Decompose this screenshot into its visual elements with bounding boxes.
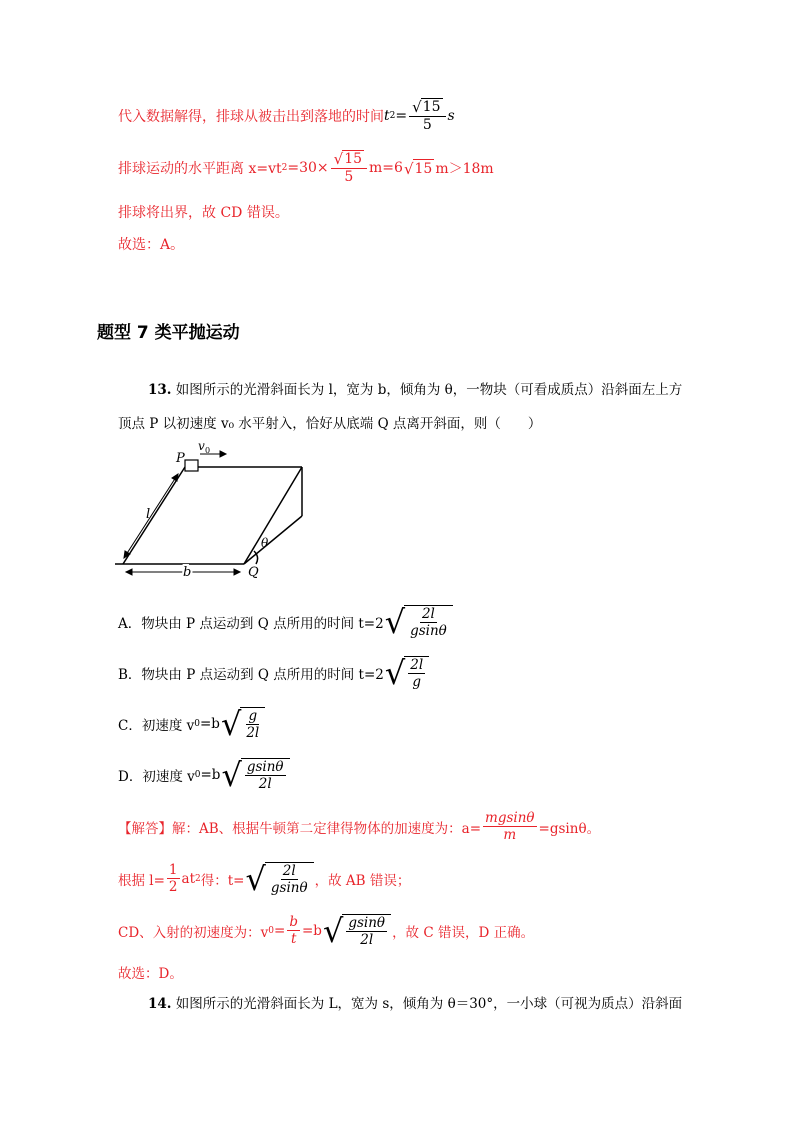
question-13-line-2: 顶点 P 以初速度 v₀ 水平射入，恰好从底端 Q 点离开斜面，则（ ） (118, 416, 542, 432)
label-b: b (183, 565, 192, 580)
incline-figure (110, 440, 350, 580)
answer-line-3: 排球将出界，故 CD 错误。 (118, 205, 289, 221)
back-edge (244, 516, 302, 564)
question-14-line-1: 14. 如图所示的光滑斜面长为 L，宽为 s，倾角为 θ＝30°，一小球（可视为质点）沿斜面 (148, 996, 683, 1012)
solution-line-3: CD、入射的初速度为：v 0 = $\frac{b}{t}$ =b √ $\frac{gsin\theta}{2l}$ ，故 C 错误，D 正确。 (118, 912, 535, 951)
block (185, 460, 198, 471)
fraction: √ 15 5 (409, 98, 445, 133)
section-heading: 题型 7 类平抛运动 (97, 323, 240, 343)
option-d: D．初速度 v 0 =b √ $\frac{gsin\theta}{2l}$ (118, 758, 291, 791)
left-edge (123, 467, 185, 564)
option-c: C．初速度 v 0 =b √ $\frac{g}{2l}$ (118, 707, 266, 740)
option-b: B．物块由 P 点运动到 Q 点所用的时间 t=2 √ $\frac{2l}{g}$ (118, 656, 430, 689)
solution-line-4: 故选：D。 (118, 966, 183, 982)
answer-line-2: 排球运动的水平距离 x=vt 2 =30× √ 15 5 m=6 √ 15 m＞18m (118, 149, 494, 186)
label-l: l (146, 507, 151, 522)
answer-line-4: 故选：A。 (118, 237, 185, 253)
question-13-line-1: 13. 如图所示的光滑斜面长为 l，宽为 b，倾角为 θ，一物块（可看成质点）沿斜面左上方 (148, 382, 683, 398)
solution-line-2: 根据 l= $\frac{1}{2}$ at 2 得：t= √ $\frac{2l}{gsin\theta}$ ，故 AB 错误； (118, 860, 411, 899)
solution-line-1: 【解答】 解：AB、根据牛顿第二定律得物体的加速度为：a= $\frac{mgsin\theta}{m}$ =gsinθ。 (118, 810, 601, 844)
label-theta: θ (261, 536, 269, 550)
label-v0: v (198, 440, 205, 453)
label-q: Q (248, 565, 259, 580)
answer-line-1: 代入数据解得，排球从被击出到落地的时间 t 2 = √ 15 5 s (118, 97, 455, 134)
label-v0-sub: 0 (205, 446, 211, 455)
label-p: P (176, 451, 185, 466)
option-a: A．物块由 P 点运动到 Q 点所用的时间 t=2 √ $\frac{2l}{gsin\theta}$ (118, 605, 454, 638)
diagonal-edge (244, 467, 302, 564)
l-dimension (124, 474, 178, 558)
fraction: √ 15 5 (331, 150, 367, 185)
